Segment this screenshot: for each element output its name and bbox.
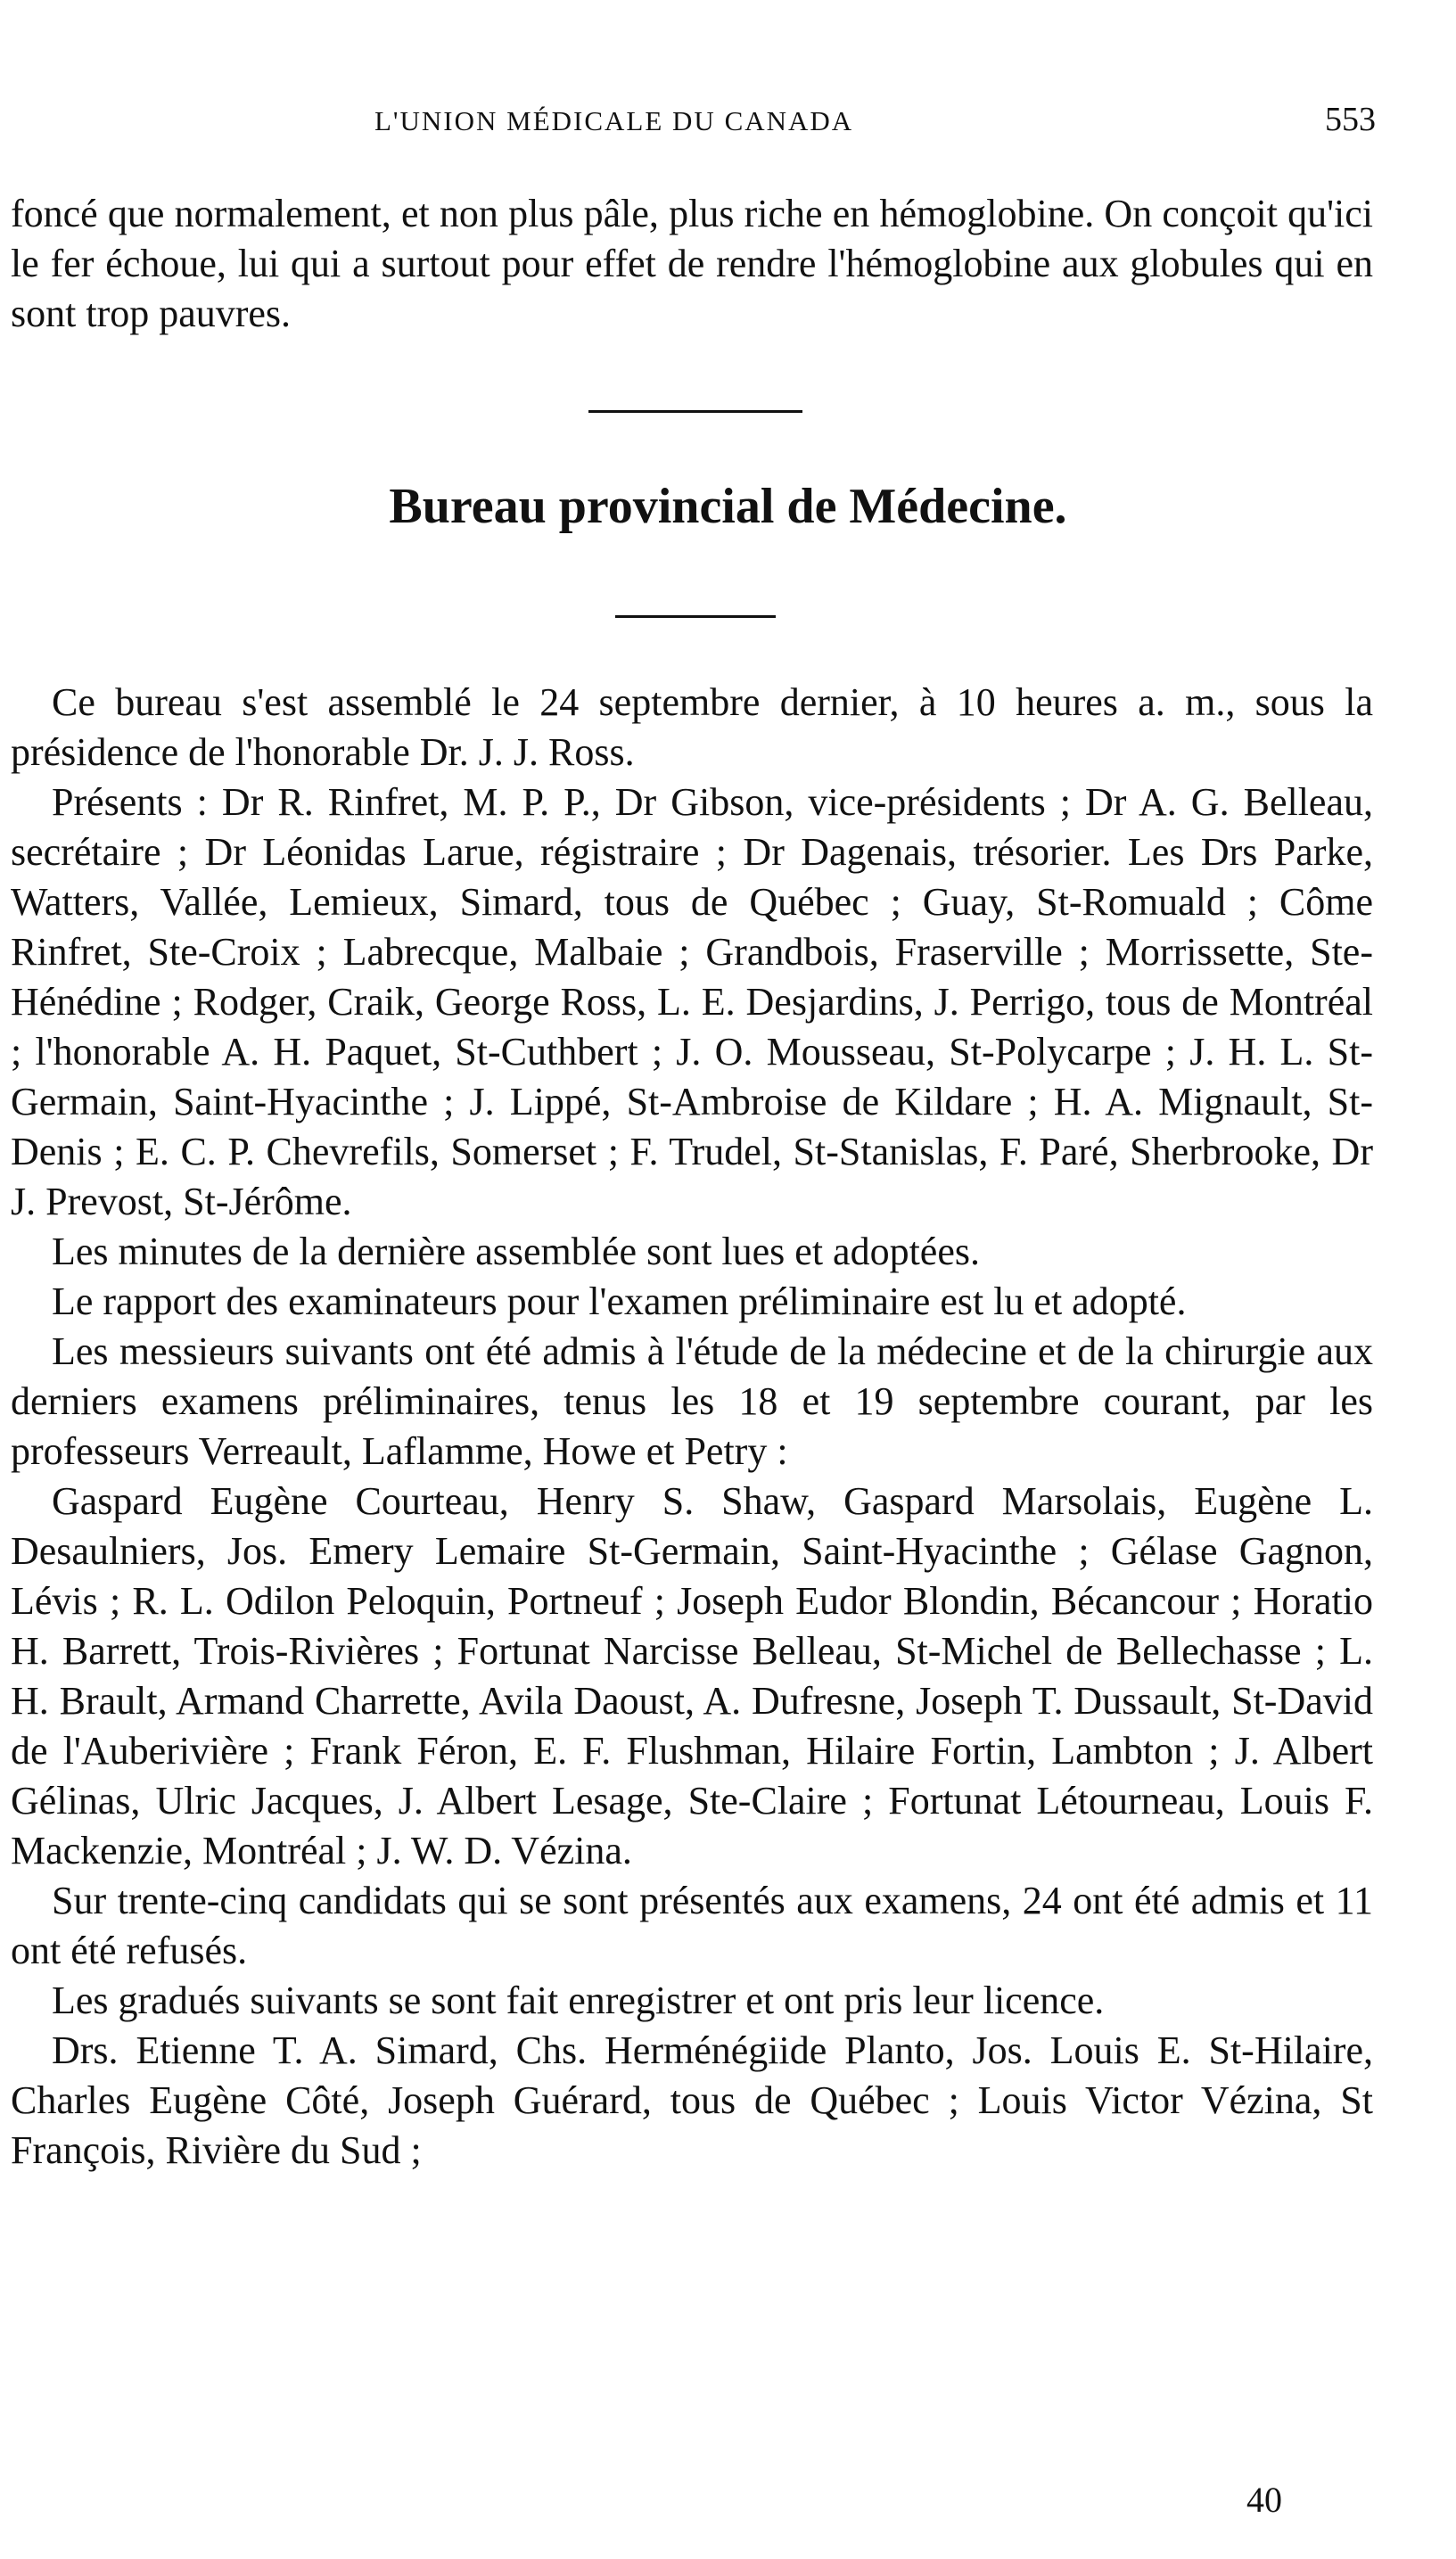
paragraph-graduates-list: Drs. Etienne T. A. Simard, Chs. Herménégiide Planto, Jos. Louis E. St-Hilaire, Charles Eugène Côté, Joseph Guérard, tous de Québec ; Louis Victor Vézina, St François, Rivière du Sud ;: [11, 2028, 1373, 2172]
paragraph-presents: Présents : Dr R. Rinfret, M. P. P., Dr Gibson, vice-présidents ; Dr A. G. Belleau, secrétaire ; Dr Léonidas Larue, régistraire ; Dr Dagenais, trésorier. Les Drs Parke, Watters, Vallée, Lemieux, Simard, tous de Québec ; Guay, St-Romuald ; Côme Rinfret, Ste-Croix ; Labrecque, Malbaie ; Grandbois, Fraserville ; Morrissette, Ste-Hénédine ; Rodger, Craik, George Ross, L. E. Desjardins, J. Perrigo, tous de Montréal ; l'honorable A. H. Paquet, St-Cuthbert ; J. O. Mousseau, St-Polycarpe ; J. H. L. St-Germain, Saint-Hyacinthe ; J. Lippé, St-Ambroise de Kildare ; H. A. Mignault, St-Denis ; E. C. P. Chevrefils, Somerset ; F. Trudel, St-Stanislas, F. Paré, Sherbrooke, Dr J. Prevost, St-Jérôme.: [11, 780, 1373, 1223]
paragraph-report: Le rapport des examinateurs pour l'examen préliminaire est lu et adopté.: [52, 1280, 1187, 1323]
section-title: Bureau provincial de Médecine.: [389, 479, 1067, 534]
running-header: [0, 101, 1456, 150]
bureau-text-block: [11, 678, 1373, 2176]
paragraph-graduates-intro: Les gradués suivants se sont fait enregistrer et ont pris leur licence.: [52, 1979, 1105, 2022]
paragraph-meeting: Ce bureau s'est assemblé le 24 septembre dernier, à 10 heures a. m., sous la présidence de l'honorable Dr. J. J. Ross.: [11, 680, 1373, 774]
top-divider-rule: [588, 410, 802, 413]
page-number: 553: [1325, 101, 1376, 138]
intro-paragraph: foncé que normalement, et non plus pâle, plus riche en hémoglobine. On conçoit qu'ici le fer échoue, lui qui a surtout pour effet de rendre l'hémoglobine aux globules qui en sont trop pauvres.: [11, 192, 1373, 335]
intro-text-block: [11, 189, 1373, 339]
paragraph-minutes: Les minutes de la dernière assemblée sont lues et adoptées.: [52, 1230, 980, 1273]
paragraph-results: Sur trente-cinq candidats qui se sont présentés aux examens, 24 ont été admis et 11 ont été refusés.: [11, 1879, 1373, 1972]
bottom-divider-rule: [615, 615, 776, 618]
folio-number: 40: [1246, 2480, 1282, 2520]
paragraph-admitted-names: Gaspard Eugène Courteau, Henry S. Shaw, Gaspard Marsolais, Eugène L. Desaulniers, Jos. Emery Lemaire St-Germain, Saint-Hyacinthe ; Gélase Gagnon, Lévis ; R. L. Odilon Peloquin, Portneuf ; Joseph Eudor Blondin, Bécancour ; Horatio H. Barrett, Trois-Rivières ; Fortunat Narcisse Belleau, St-Michel de Bellechasse ; L. H. Brault, Armand Charrette, Avila Daoust, A. Dufresne, Joseph T. Dussault, St-David de l'Auberivière ; Frank Féron, E. F. Flushman, Hilaire Fortin, Lambton ; J. Albert Gélinas, Ulric Jacques, J. Albert Lesage, Ste-Claire ; Fortunat Létourneau, Louis F. Mackenzie, Montréal ; J. W. D. Vézina.: [11, 1479, 1373, 1872]
paragraph-admitted-intro: Les messieurs suivants ont été admis à l'étude de la médecine et de la chirurgie aux derniers examens préliminaires, tenus les 18 et 19 septembre courant, par les professeurs Verreault, Laflamme, Howe et Petry :: [11, 1329, 1373, 1473]
journal-title: L'UNION MÉDICALE DU CANADA: [374, 105, 854, 136]
